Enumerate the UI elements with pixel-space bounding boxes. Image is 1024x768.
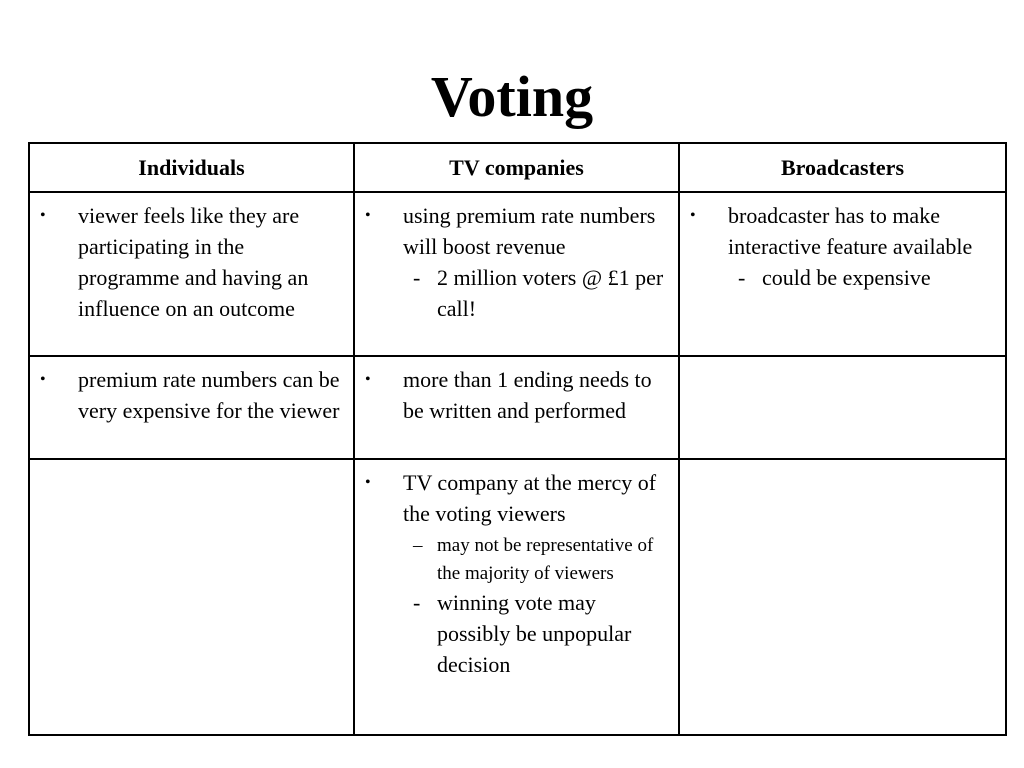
column-header-broadcasters: Broadcasters [679,143,1006,192]
sub-list-item-text: 2 million voters @ £1 per call! [437,265,664,321]
table-row [29,459,1006,735]
bullet-marker: • [365,474,371,491]
sub-list-item-text: may not be representative of the majority of viewers [437,535,654,584]
dash-marker: - [413,265,421,290]
sub-list-item [403,262,668,324]
sub-list-item [728,262,995,293]
sub-list-item-text: winning vote may possibly be unpopular decision [437,590,632,677]
table-header-row [29,143,1006,192]
bullet-marker: • [690,207,696,224]
list-item-text: more than 1 ending needs to be written and performed [403,367,652,423]
bullet-marker: • [40,371,46,388]
table-row [29,356,1006,459]
table-cell-broadcasters [679,192,1006,356]
list-item [355,364,666,426]
table-cell-broadcasters-empty [679,459,1006,735]
list-item-text: TV company at the mercy of the voting viewers [403,470,657,526]
dash-marker: - [738,265,746,290]
page-title: Voting [430,64,594,129]
table-cell-tv-companies [354,192,679,356]
list-item [680,200,993,262]
dash-marker: - [413,590,421,615]
list-item-text: broadcaster has to make interactive feature available [728,203,973,259]
list-item [30,364,341,426]
dash-marker: – [413,535,423,556]
voting-table [28,142,1007,736]
list-item-text: premium rate numbers can be very expensive for the viewer [78,367,340,423]
sub-list-item [403,532,668,587]
bullet-marker: • [365,207,371,224]
table-row [29,192,1006,356]
sub-list-item-text: could be expensive [762,265,931,290]
list-item-text: using premium rate numbers will boost revenue [403,203,656,259]
bullet-marker: • [40,207,46,224]
list-item [355,467,666,529]
table-cell-individuals [29,356,354,459]
column-header-individuals: Individuals [29,143,354,192]
table-cell-tv-companies [354,356,679,459]
bullet-marker: • [365,371,371,388]
table-cell-individuals-empty [29,459,354,735]
table-cell-tv-companies [354,459,679,735]
list-item-text: viewer feels like they are participating in the programme and having an influence on an outcome [78,203,309,321]
list-item [355,200,666,262]
table-cell-individuals [29,192,354,356]
sub-list-item [403,587,668,680]
list-item [30,200,341,324]
table-cell-broadcasters-empty [679,356,1006,459]
column-header-tv-companies: TV companies [354,143,679,192]
